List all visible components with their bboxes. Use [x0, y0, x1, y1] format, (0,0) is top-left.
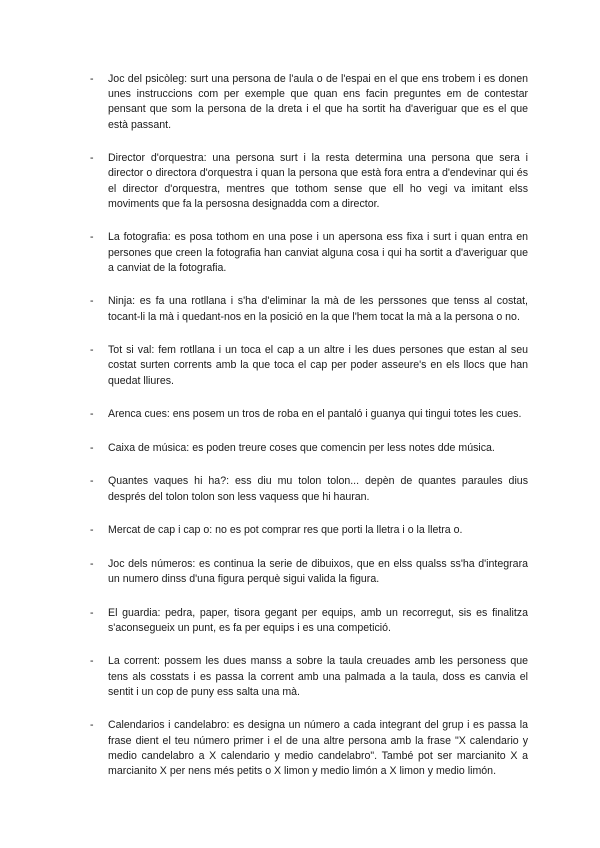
item-text: La corrent: possem les dues manss a sobre la taula creuades amb les personess que tens als cosstats i es passa la corrent amb una palmada a la taula, doss es canvia el sentit i un cop de puny ess salta una mà.: [108, 655, 528, 698]
games-list: [90, 72, 528, 779]
bullet-dash: -: [90, 295, 94, 308]
list-item: [90, 294, 528, 324]
list-item: [90, 407, 528, 422]
list-item: [90, 151, 528, 212]
item-text: El guardia: pedra, paper, tisora gegant per equips, amb un recorregut, sis es finalitza s'aconsegueix un punt, es fa per equips i es una competició.: [108, 606, 528, 634]
item-text: Joc del psicòleg: surt una persona de l'aula o de l'espai en el que ens trobem i es donen unes instruccions com per exemple que quan ens facin preguntes em de contestar pensant que som la persona de la dreta i el que ha sortit ha d'averiguar que es el que està passant.: [108, 73, 528, 131]
bullet-dash: -: [90, 441, 94, 454]
bullet-dash: -: [90, 655, 94, 668]
list-item: [90, 230, 528, 276]
bullet-dash: -: [90, 475, 94, 488]
item-text: Mercat de cap i cap o: no es pot comprar res que porti la lletra i o la lletra o.: [108, 524, 463, 537]
list-item: [90, 654, 528, 700]
list-item: [90, 343, 528, 389]
list-item: [90, 523, 528, 538]
list-item: [90, 557, 528, 587]
bullet-dash: -: [90, 719, 94, 732]
item-text: Calendarios i candelabro: es designa un número a cada integrant del grup i es passa la frase dient el teu número primer i el de una altre persona amb la frase "X calendario y medio candelabro a X calendario y medio candelabro". També pot ser marcianito X a marcianito X per nens més petits o X limon y medio limón a X limon y medio limón.: [108, 719, 528, 777]
item-text: Joc dels números: es continua la serie de dibuixos, que en elss qualss ss'ha d'integrara un numero dinss d'una figura perquè sigui valida la figura.: [108, 557, 528, 585]
list-item: [90, 606, 528, 636]
item-text: Ninja: es fa una rotllana i s'ha d'eliminar la mà de les perssones que tenss al costat, tocant-li la mà i quedant-nos en la posició en la que l'hem tocat la mà a la persona o no.: [108, 295, 528, 323]
bullet-dash: -: [90, 606, 94, 619]
list-item: [90, 474, 528, 504]
bullet-dash: -: [90, 73, 94, 85]
bullet-dash: -: [90, 408, 94, 421]
bullet-dash: -: [90, 344, 94, 357]
bullet-dash: -: [90, 524, 94, 537]
item-text: La fotografia: es posa tothom en una pose i un apersona ess fixa i surt i quan entra en persones que creen la fotografia han canviat alguna cosa i qui ha sortit a d'averiguar que a canviat de la fotografia.: [108, 231, 528, 274]
bullet-dash: -: [90, 231, 94, 244]
list-item: [90, 72, 528, 133]
bullet-dash: -: [90, 152, 94, 165]
item-text: Caixa de música: es poden treure coses que comencin per less notes dde música.: [108, 441, 495, 454]
item-text: Arenca cues: ens posem un tros de roba en el pantaló i guanya qui tingui totes les cues.: [108, 408, 522, 421]
list-item: [90, 441, 528, 456]
list-item: [90, 718, 528, 779]
item-text: Quantes vaques hi ha?: ess diu mu tolon tolon... depèn de quantes paraules dius després del tolon tolon son less vaquess que hi hauran.: [108, 475, 528, 503]
item-text: Director d'orquestra: una persona surt i la resta determina una persona que sera i director o directora d'orquestra i quan la persona que està fora entra a d'endevinar qui és el director d'orquestra, mentres que tothom sense que ell ho vegi va imitant elss moviments que fa la persosna designadda com a director.: [108, 152, 528, 210]
bullet-dash: -: [90, 557, 94, 570]
item-text: Tot si val: fem rotllana i un toca el cap a un altre i les dues persones que estan al seu costat surten corrents amb la que toca el cap per poder asseure's en els llocs que han quedat lliures.: [108, 344, 528, 387]
